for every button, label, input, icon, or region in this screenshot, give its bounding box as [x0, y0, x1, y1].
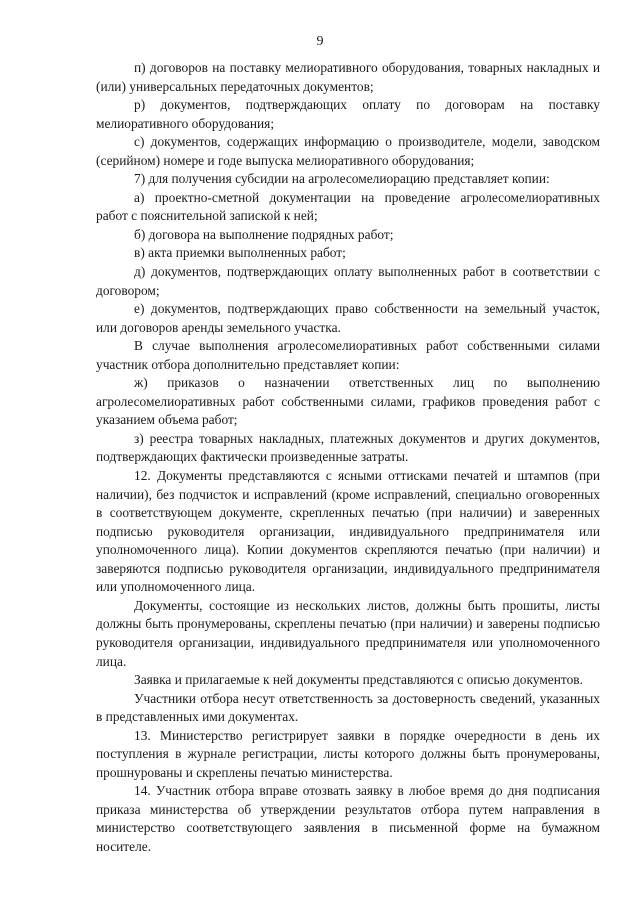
paragraph-14: 14. Участник отбора вправе отозвать заявку в любое время до дня подписания приказа министерства об утверждении результатов отбора путем направления в министерство соответствующего заявления в письменной форме на бумажном носителе. [96, 783, 600, 854]
paragraph-d: д) документов, подтверждающих оплату выполненных работ в соответствии с договором; [96, 264, 600, 298]
paragraph-s: с) документов, содержащих информацию о производителе, модели, заводском (серийном) номере и годе выпуска мелиоративного оборудования; [96, 134, 600, 168]
paragraph-multi-sheet: Документы, состоящие из нескольких листов, должны быть прошиты, листы должны быть пронумерованы, скреплены печатью (при наличии) и заверены подписью руководителя организации, индивидуального предпринимателя или уполномоченного лица. [96, 597, 600, 669]
paragraph-7: 7) для получения субсидии на агролесомелиорацию представляет копии: [134, 171, 550, 187]
paragraph-13: 13. Министерство регистрирует заявки в порядке очередности в день их поступления в журнале регистрации, листы которого должны быть пронумерованы, прошнурованы и скреплены печатью министерства. [96, 727, 600, 780]
paragraph-inventory: Заявка и прилагаемые к ней документы представляются с описью документов. [134, 672, 583, 688]
page-number: 9 [316, 34, 324, 49]
paragraph-own-forces: В случае выполнения агролесомелиоративных работ собственными силами участник отбора дополнительно представляет копии: [96, 338, 600, 372]
paragraph-b: б) договора на выполнение подрядных работ; [134, 226, 394, 242]
paragraph-r: р) документов, подтверждающих оплату по договорам на поставку мелиоративного оборудования; [96, 97, 600, 131]
paragraph-e: е) документов, подтверждающих право собственности на земельный участок, или договоров аренды земельного участка. [96, 301, 600, 335]
paragraph-responsibility: Участники отбора несут ответственность за достоверность сведений, указанных в представленных ими документах. [96, 690, 600, 725]
paragraph-v: в) акта приемки выполненных работ; [134, 245, 346, 261]
paragraph-a: а) проектно-сметной документации на проведение агролесомелиоративных работ с пояснительной запиской к ней; [96, 189, 600, 224]
paragraph-zh: ж) приказов о назначении ответственных лиц по выполнению агролесомелиоративных работ собственными силами, графиков проведения работ с указанием объема работ; [96, 375, 600, 428]
paragraph-p: п) договоров на поставку мелиоративного оборудования, товарных накладных и (или) универсальных передаточных документов; [96, 60, 600, 94]
paragraph-z: з) реестра товарных накладных, платежных документов и других документов, подтверждающих фактически произведенные затраты. [96, 430, 600, 465]
paragraph-12: 12. Документы представляются с ясными оттисками печатей и штампов (при наличии), без подчисток и исправлений (кроме исправлений, специально оговоренных в соответствующем документе, скрепленных печатью (при наличии) и заверенных подписью руководителя организации, индивидуального предпринимателя или уполномоченного лица). Копии документов скрепляются печатью (при наличии) и заверяются подписью руководителя организации, индивидуального предпринимателя или уполномоченного лица. [96, 468, 600, 595]
document-body [96, 59, 600, 857]
